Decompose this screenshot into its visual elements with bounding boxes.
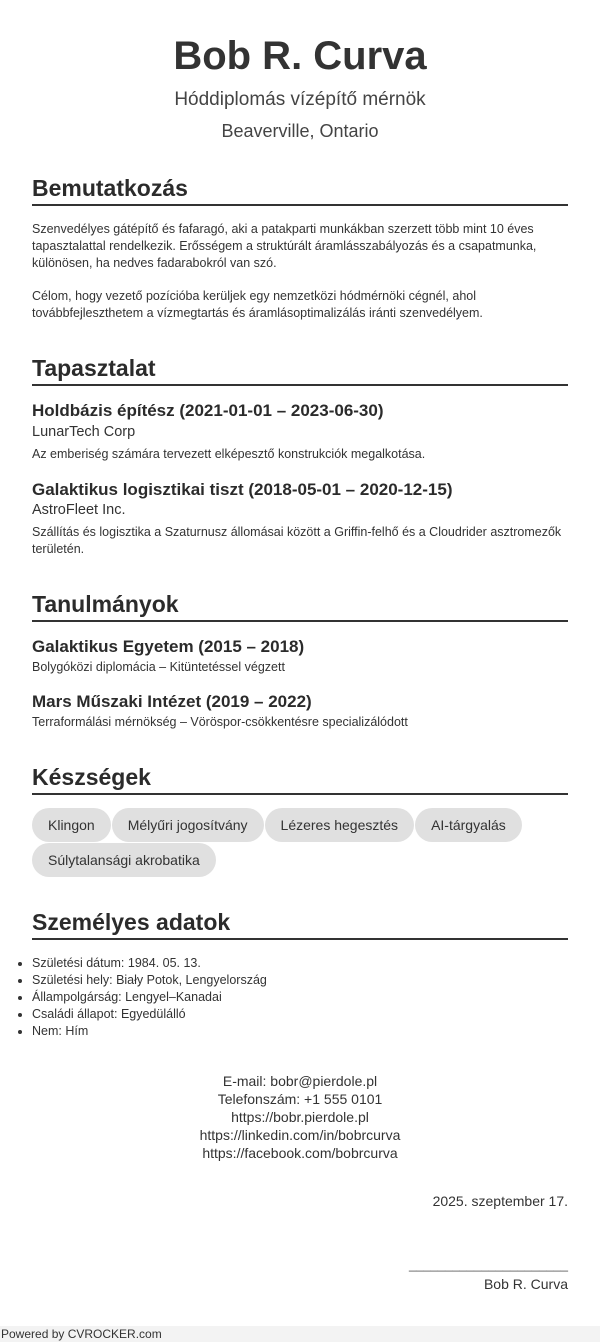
signature-name: Bob R. Curva — [483, 1276, 568, 1292]
candidate-location: Beaverville, Ontario — [221, 121, 379, 141]
contact-facebook-link[interactable]: https://facebook.com/bobrcurva — [202, 1145, 398, 1161]
section-heading-education: Tanulmányok — [32, 590, 568, 622]
section-heading-experience: Tapasztalat — [32, 354, 568, 386]
personal-detail-item: • Születési dátum: 1984. 05. 13. — [32, 955, 592, 972]
skills-list — [32, 808, 568, 877]
section-heading-intro: Bemutatkozás — [32, 174, 568, 206]
job-title: Holdbázis építész (2021-01-01 – 2023-06-30) — [32, 401, 384, 420]
job-company: LunarTech Corp — [32, 424, 136, 440]
section-heading-personal: Személyes adatok — [32, 908, 568, 940]
contact-block — [0, 1072, 600, 1162]
education-description: Terraformálási mérnökség – Vöröspor-csökkentésre specializálódott — [32, 715, 408, 729]
skill-chip: Súlytalansági akrobatika — [32, 843, 216, 877]
candidate-name: Bob R. Curva — [173, 34, 427, 78]
job-title: Galaktikus logisztikai tiszt (2018-05-01 – 2020-12-15) — [32, 480, 453, 499]
powered-by-footer — [0, 1326, 600, 1342]
job-company: AstroFleet Inc. — [32, 502, 126, 518]
education-title: Mars Műszaki Intézet (2019 – 2022) — [32, 692, 312, 711]
section-heading-skills: Készségek — [32, 763, 568, 795]
skill-chip: Lézeres hegesztés — [265, 808, 415, 842]
intro-paragraph: Célom, hogy vezető pozícióba kerüljek egy nemzetközi hódmérnöki cégnél, ahol továbbfejleszthetem a vízmegtartás és áramlásoptimalizálás iránti szenvedélyem. — [32, 289, 483, 320]
job-description: Szállítás és logisztika a Szaturnusz állomásai között a Griffin-felhő és a Cloudrider asztromezők területén. — [32, 525, 562, 556]
personal-detail-item: • Állampolgárság: Lengyel–Kanadai — [32, 989, 592, 1006]
personal-detail-item: • Nem: Hím — [32, 1023, 592, 1040]
skill-chip: AI-tárgyalás — [415, 808, 522, 842]
signature-line: ______________________ — [408, 1257, 568, 1272]
skill-chip: Mélyűri jogosítvány — [112, 808, 264, 842]
job-description: Az emberiség számára tervezett elképesztő konstrukciók megalkotása. — [32, 447, 426, 461]
contact-email[interactable]: E-mail: bobr@pierdole.pl — [222, 1073, 378, 1089]
contact-linkedin-link[interactable]: https://linkedin.com/in/bobrcurva — [199, 1127, 401, 1143]
skill-chip: Klingon — [32, 808, 111, 842]
personal-detail-item: • Családi állapot: Egyedülálló — [32, 1006, 592, 1023]
contact-website-link[interactable]: https://bobr.pierdole.pl — [231, 1109, 369, 1125]
personal-detail-item: • Születési hely: Biały Potok, Lengyelország — [32, 972, 592, 989]
candidate-title: Hóddiplomás vízépítő mérnök — [174, 89, 426, 110]
powered-by-link[interactable]: Powered by CVROCKER.com — [1, 1327, 162, 1341]
education-description: Bolygóközi diplomácia – Kitüntetéssel végzett — [32, 660, 285, 674]
document-date: 2025. szeptember 17. — [432, 1193, 568, 1209]
intro-paragraph: Szenvedélyes gátépítő és fafaragó, aki a patakparti munkákban szerzett több mint 10 éves tapasztalattal rendelkezik. Erősségem a struktúrált áramlásszabályozás és a csapatmunka, különösen, ha nedves fadarabokról van szó. — [32, 222, 537, 270]
education-title: Galaktikus Egyetem (2015 – 2018) — [32, 637, 305, 656]
personal-details-list — [0, 955, 592, 1040]
contact-phone[interactable]: Telefonszám: +1 555 0101 — [217, 1091, 383, 1107]
